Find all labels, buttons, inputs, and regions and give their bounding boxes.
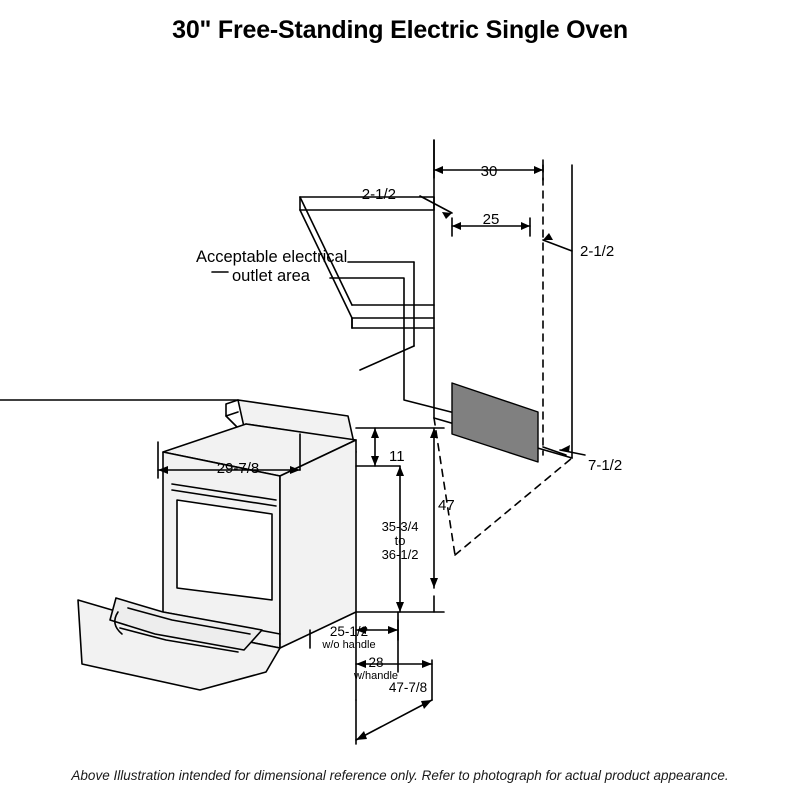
- dim-offset-right: [543, 233, 572, 251]
- dim-offset-left: [420, 196, 452, 219]
- range-body: [0, 400, 356, 648]
- label-depth-total: 30: [480, 163, 498, 180]
- label-cooktop-height-2: to: [394, 533, 406, 548]
- floor-projection: [434, 165, 572, 555]
- outlet-callout-text: [196, 248, 347, 285]
- label-depth-no-handle-2: w/o handle: [322, 639, 376, 651]
- label-outlet-height: 7-1/2: [588, 457, 623, 474]
- label-depth-with-handle-1: 28: [368, 655, 384, 670]
- label-depth-inner: 25: [482, 211, 500, 228]
- label-depth-with-handle-2: w/handle: [353, 670, 399, 682]
- label-backguard-height: 11: [389, 448, 405, 465]
- label-total-height: 47: [438, 497, 455, 514]
- label-cooktop-height-1: 35-3/4: [381, 519, 419, 534]
- label-offset-right: 2-1/2: [580, 243, 615, 260]
- page-title: 30" Free-Standing Electric Single Oven: [172, 16, 628, 44]
- outlet-area: [452, 383, 538, 462]
- callout-outlet-line2: outlet area: [232, 267, 310, 285]
- label-cooktop-height-3: 36-1/2: [381, 547, 419, 562]
- label-offset-left: 2-1/2: [361, 186, 396, 203]
- label-width-top: 29-7/8: [216, 460, 260, 477]
- callout-outlet-line1: Acceptable electrical: [196, 248, 348, 266]
- footer-note: Above Illustration intended for dimensional reference only. Refer to photograph for actual product appearance.: [71, 768, 729, 783]
- label-depth-no-handle-1: 25-1/2: [329, 624, 369, 639]
- label-door-open-depth: 47-7/8: [388, 680, 428, 695]
- dim-outlet-height: [543, 445, 585, 455]
